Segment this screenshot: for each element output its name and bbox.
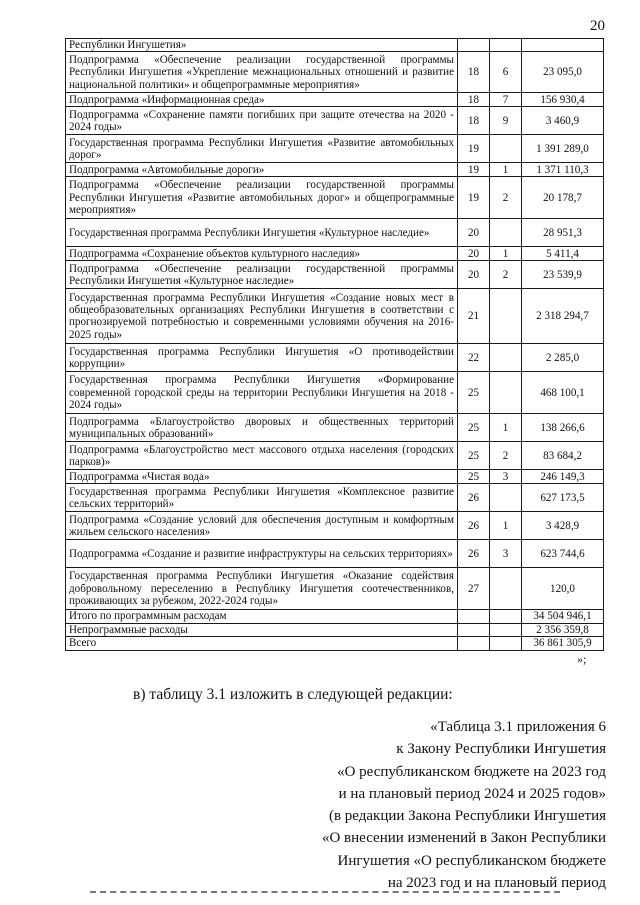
table-row xyxy=(66,52,604,93)
program-name-cell: Подпрограмма «Информационная среда» xyxy=(66,93,458,107)
subprogram-code-cell xyxy=(490,39,522,52)
program-name-cell: Подпрограмма «Чистая вода» xyxy=(66,470,458,484)
program-code-cell xyxy=(458,637,490,650)
program-code-cell: 20 xyxy=(458,247,490,261)
table-row xyxy=(66,512,604,540)
table-row xyxy=(66,163,604,177)
program-name-cell: Всего xyxy=(66,637,458,650)
table-row xyxy=(66,372,604,414)
program-name-cell: Итого по программным расходам xyxy=(66,610,458,623)
table-row xyxy=(66,107,604,135)
subprogram-code-cell: 1 xyxy=(490,247,522,261)
program-name-cell: Государственная программа Республики Ингушетия «О противодействии коррупции» xyxy=(66,344,458,372)
program-code-cell xyxy=(458,610,490,623)
subprogram-code-cell xyxy=(490,637,522,650)
amount-cell: 20 178,7 xyxy=(522,177,604,219)
amendment-instruction: в) таблицу 3.1 изложить в следующей редакции: xyxy=(133,686,453,703)
program-code-cell: 21 xyxy=(458,289,490,344)
table-row xyxy=(66,610,604,623)
amount-cell: 2 285,0 xyxy=(522,344,604,372)
caption-line: и на плановый период 2024 и 2025 годов» xyxy=(338,785,606,802)
amount-cell: 28 951,3 xyxy=(522,219,604,247)
table-row xyxy=(66,442,604,470)
table-row xyxy=(66,93,604,107)
table-row xyxy=(66,470,604,484)
program-code-cell: 19 xyxy=(458,177,490,219)
table-row xyxy=(66,540,604,568)
closing-quote: »; xyxy=(577,652,587,666)
caption-line: «Таблица 3.1 приложения 6 xyxy=(430,719,606,735)
program-code-cell: 19 xyxy=(458,163,490,177)
program-code-cell: 25 xyxy=(458,442,490,470)
program-name-cell: Подпрограмма «Сохранение памяти погибших при защите отечества на 2020 - 2024 годы» xyxy=(66,107,458,135)
amount-cell: 5 411,4 xyxy=(522,247,604,261)
amount-cell: 2 318 294,7 xyxy=(522,289,604,344)
caption-line: на 2023 год и на плановый период xyxy=(387,875,606,892)
program-name-cell: Непрограммные расходы xyxy=(66,623,458,636)
subprogram-code-cell xyxy=(490,135,522,163)
program-code-cell: 25 xyxy=(458,414,490,442)
table-row xyxy=(66,261,604,289)
amount-cell: 623 744,6 xyxy=(522,540,604,568)
program-code-cell: 26 xyxy=(458,484,490,512)
program-code-cell: 25 xyxy=(458,372,490,414)
caption-line: «О внесении изменений в Закон Республики xyxy=(321,830,606,847)
subprogram-code-cell: 1 xyxy=(490,163,522,177)
amount-cell: 156 930,4 xyxy=(522,93,604,107)
amount-cell: 468 100,1 xyxy=(522,372,604,414)
table-row xyxy=(66,484,604,512)
subprogram-code-cell xyxy=(490,344,522,372)
program-name-cell: Подпрограмма «Обеспечение реализации государственной программы Республики Ингушетия «Укрепление межнациональных отношений и развитие национальной политики» и общепрограммные мероприятия» xyxy=(66,52,458,93)
subprogram-code-cell: 2 xyxy=(490,442,522,470)
table-row xyxy=(66,623,604,636)
program-name-cell: Подпрограмма «Благоустройство мест массового отдыха населения (городских парков)» xyxy=(66,442,458,470)
program-code-cell: 27 xyxy=(458,568,490,610)
table-row xyxy=(66,289,604,344)
program-name-cell: Государственная программа Республики Ингушетия «Развитие автомобильных дорог» xyxy=(66,135,458,163)
amount-cell: 1 391 289,0 xyxy=(522,135,604,163)
table-row xyxy=(66,637,604,650)
table-row xyxy=(66,135,604,163)
program-name-cell: Государственная программа Республики Ингушетия «Оказание содействия добровольному переселению в Республику Ингушетия соотечественников, проживающих за рубежом, 2022-2024 годы» xyxy=(66,568,458,610)
amount-cell: 3 460,9 xyxy=(522,107,604,135)
amount-cell: 1 371 110,3 xyxy=(522,163,604,177)
program-name-cell: Государственная программа Республики Ингушетия «Комплексное развитие сельских территорий» xyxy=(66,484,458,512)
program-name-cell: Подпрограмма «Обеспечение реализации государственной программы Республики Ингушетия «Развитие автомобильных дорог» и общепрограммные мероприятия» xyxy=(66,177,458,219)
program-code-cell: 26 xyxy=(458,512,490,540)
program-code-cell: 22 xyxy=(458,344,490,372)
budget-table xyxy=(65,38,604,651)
program-name-cell: Подпрограмма «Обеспечение реализации государственной программы Республики Ингушетия «Культурное наследие» xyxy=(66,261,458,289)
subprogram-code-cell: 1 xyxy=(490,414,522,442)
subprogram-code-cell xyxy=(490,289,522,344)
amount-cell: 34 504 946,1 xyxy=(522,610,604,623)
table-row xyxy=(66,344,604,372)
amount-cell xyxy=(522,39,604,52)
subprogram-code-cell xyxy=(490,484,522,512)
amount-cell: 23 539,9 xyxy=(522,261,604,289)
program-code-cell: 18 xyxy=(458,93,490,107)
table-row xyxy=(66,219,604,247)
table-row xyxy=(66,39,604,52)
amount-cell: 246 149,3 xyxy=(522,470,604,484)
program-code-cell xyxy=(458,623,490,636)
program-code-cell: 18 xyxy=(458,107,490,135)
program-name-cell: Государственная программа Республики Ингушетия «Создание новых мест в общеобразовательных организациях Республики Ингушетия в соответствии с прогнозируемой потребностью и современными условиями обучения на 2016-2025 годы» xyxy=(66,289,458,344)
program-name-cell: Государственная программа Республики Ингушетия «Формирование современной городской среды на территории Республики Ингушетия на 2018 - 2024 годы» xyxy=(66,372,458,414)
program-code-cell: 19 xyxy=(458,135,490,163)
caption-line: (в редакции Закона Республики Ингушетия xyxy=(328,808,606,825)
program-code-cell: 26 xyxy=(458,540,490,568)
subprogram-code-cell: 2 xyxy=(490,177,522,219)
amount-cell: 23 095,0 xyxy=(522,52,604,93)
caption-line: «О республиканском бюджете на 2023 год xyxy=(337,763,606,780)
amount-cell: 36 861 305,9 xyxy=(522,637,604,650)
program-name-cell: Государственная программа Республики Ингушетия «Культурное наследие» xyxy=(66,219,458,247)
table-row xyxy=(66,247,604,261)
program-name-cell: Подпрограмма «Создание и развитие инфраструктуры на сельских территориях» xyxy=(66,540,458,568)
amount-cell: 627 173,5 xyxy=(522,484,604,512)
amount-cell: 120,0 xyxy=(522,568,604,610)
table-row xyxy=(66,414,604,442)
subprogram-code-cell: 7 xyxy=(490,93,522,107)
amount-cell: 83 684,2 xyxy=(522,442,604,470)
program-name-cell: Республики Ингушетия» xyxy=(66,39,458,52)
program-code-cell: 25 xyxy=(458,470,490,484)
caption-line: Ингушетия «О республиканском бюджете xyxy=(337,852,606,869)
caption-line: к Закону Республики Ингушетия xyxy=(396,741,606,758)
subprogram-code-cell xyxy=(490,623,522,636)
amount-cell: 3 428,9 xyxy=(522,512,604,540)
subprogram-code-cell: 9 xyxy=(490,107,522,135)
table-row xyxy=(66,177,604,219)
table-row xyxy=(66,568,604,610)
table-caption xyxy=(276,716,606,894)
subprogram-code-cell: 2 xyxy=(490,261,522,289)
program-code-cell: 20 xyxy=(458,219,490,247)
program-name-cell: Подпрограмма «Сохранение объектов культурного наследия» xyxy=(66,247,458,261)
program-name-cell: Подпрограмма «Создание условий для обеспечения доступным и комфортным жильем сельского населения» xyxy=(66,512,458,540)
subprogram-code-cell xyxy=(490,610,522,623)
program-name-cell: Подпрограмма «Благоустройство дворовых и общественных территорий муниципальных образований» xyxy=(66,414,458,442)
cut-off-text-line xyxy=(90,891,560,893)
subprogram-code-cell xyxy=(490,568,522,610)
subprogram-code-cell: 3 xyxy=(490,540,522,568)
page-number: 20 xyxy=(590,18,605,34)
amount-cell: 138 266,6 xyxy=(522,414,604,442)
program-code-cell xyxy=(458,39,490,52)
amount-cell: 2 356 359,8 xyxy=(522,623,604,636)
subprogram-code-cell: 3 xyxy=(490,470,522,484)
program-code-cell: 18 xyxy=(458,52,490,93)
program-name-cell: Подпрограмма «Автомобильные дороги» xyxy=(66,163,458,177)
subprogram-code-cell: 1 xyxy=(490,512,522,540)
subprogram-code-cell xyxy=(490,219,522,247)
subprogram-code-cell xyxy=(490,372,522,414)
subprogram-code-cell: 6 xyxy=(490,52,522,93)
program-code-cell: 20 xyxy=(458,261,490,289)
